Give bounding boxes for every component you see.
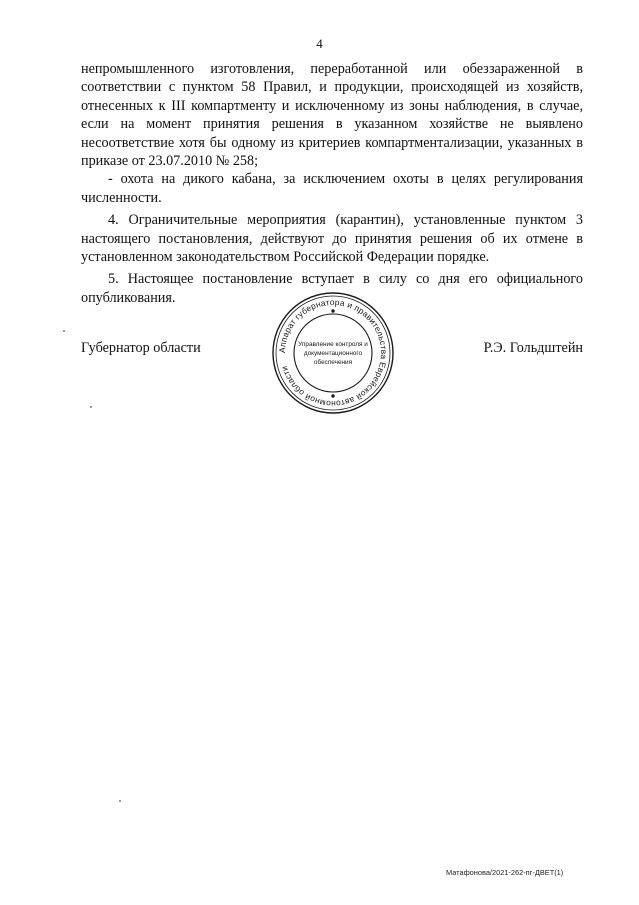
page-number: 4 bbox=[316, 36, 323, 51]
document-body bbox=[81, 60, 583, 307]
stamp-inner-line-1: Управление контроля и bbox=[298, 341, 368, 348]
stamp-inner-line-3: обеспечения bbox=[313, 359, 353, 366]
paragraph-boar-hunting: - охота на дикого кабана, за исключением охоты в целях регулирования численности. bbox=[81, 171, 583, 206]
signer-name: Р.Э. Гольдштейн bbox=[483, 340, 583, 356]
scan-speck bbox=[119, 800, 121, 802]
signer-position: Губернатор области bbox=[81, 340, 201, 356]
official-seal-stamp bbox=[270, 290, 396, 416]
stamp-outer-text: Аппарат губернатора и правительства Еврейской автономной области bbox=[276, 296, 390, 410]
scan-speck bbox=[90, 406, 92, 408]
stamp-inner-line-2: документационного bbox=[303, 350, 363, 357]
document-reference: Матафонова/2021-262-пг-ДВЕТ(1) bbox=[446, 868, 564, 877]
paragraph-4-quarantine: 4. Ограничительные мероприятия (карантин), установленные пунктом 3 настоящего постановления, действуют до принятия решения об их отмене в установленном законодательством Российской Федерации порядке. bbox=[81, 212, 583, 266]
stamp-dot-top bbox=[331, 309, 334, 312]
paragraph-5-effective: 5. Настоящее постановление вступает в силу со дня его официального опубликования. bbox=[81, 271, 583, 306]
stamp-dot-bottom bbox=[331, 394, 334, 397]
scan-speck bbox=[63, 330, 65, 332]
paragraph-continuation: непромышленного изготовления, переработанной или обеззараженной в соответствии с пунктом 58 Правил, и продукции, происходящей из хозяйств, отнесенных к III компартменту и исключенному из зоны наблюдения, в случае, если на момент принятия решения в указанном хозяйстве не выявлено несоответствие хотя бы одному из критериев компартментализации, указанных в приказе от 23.07.2010 № 258; bbox=[81, 61, 583, 170]
